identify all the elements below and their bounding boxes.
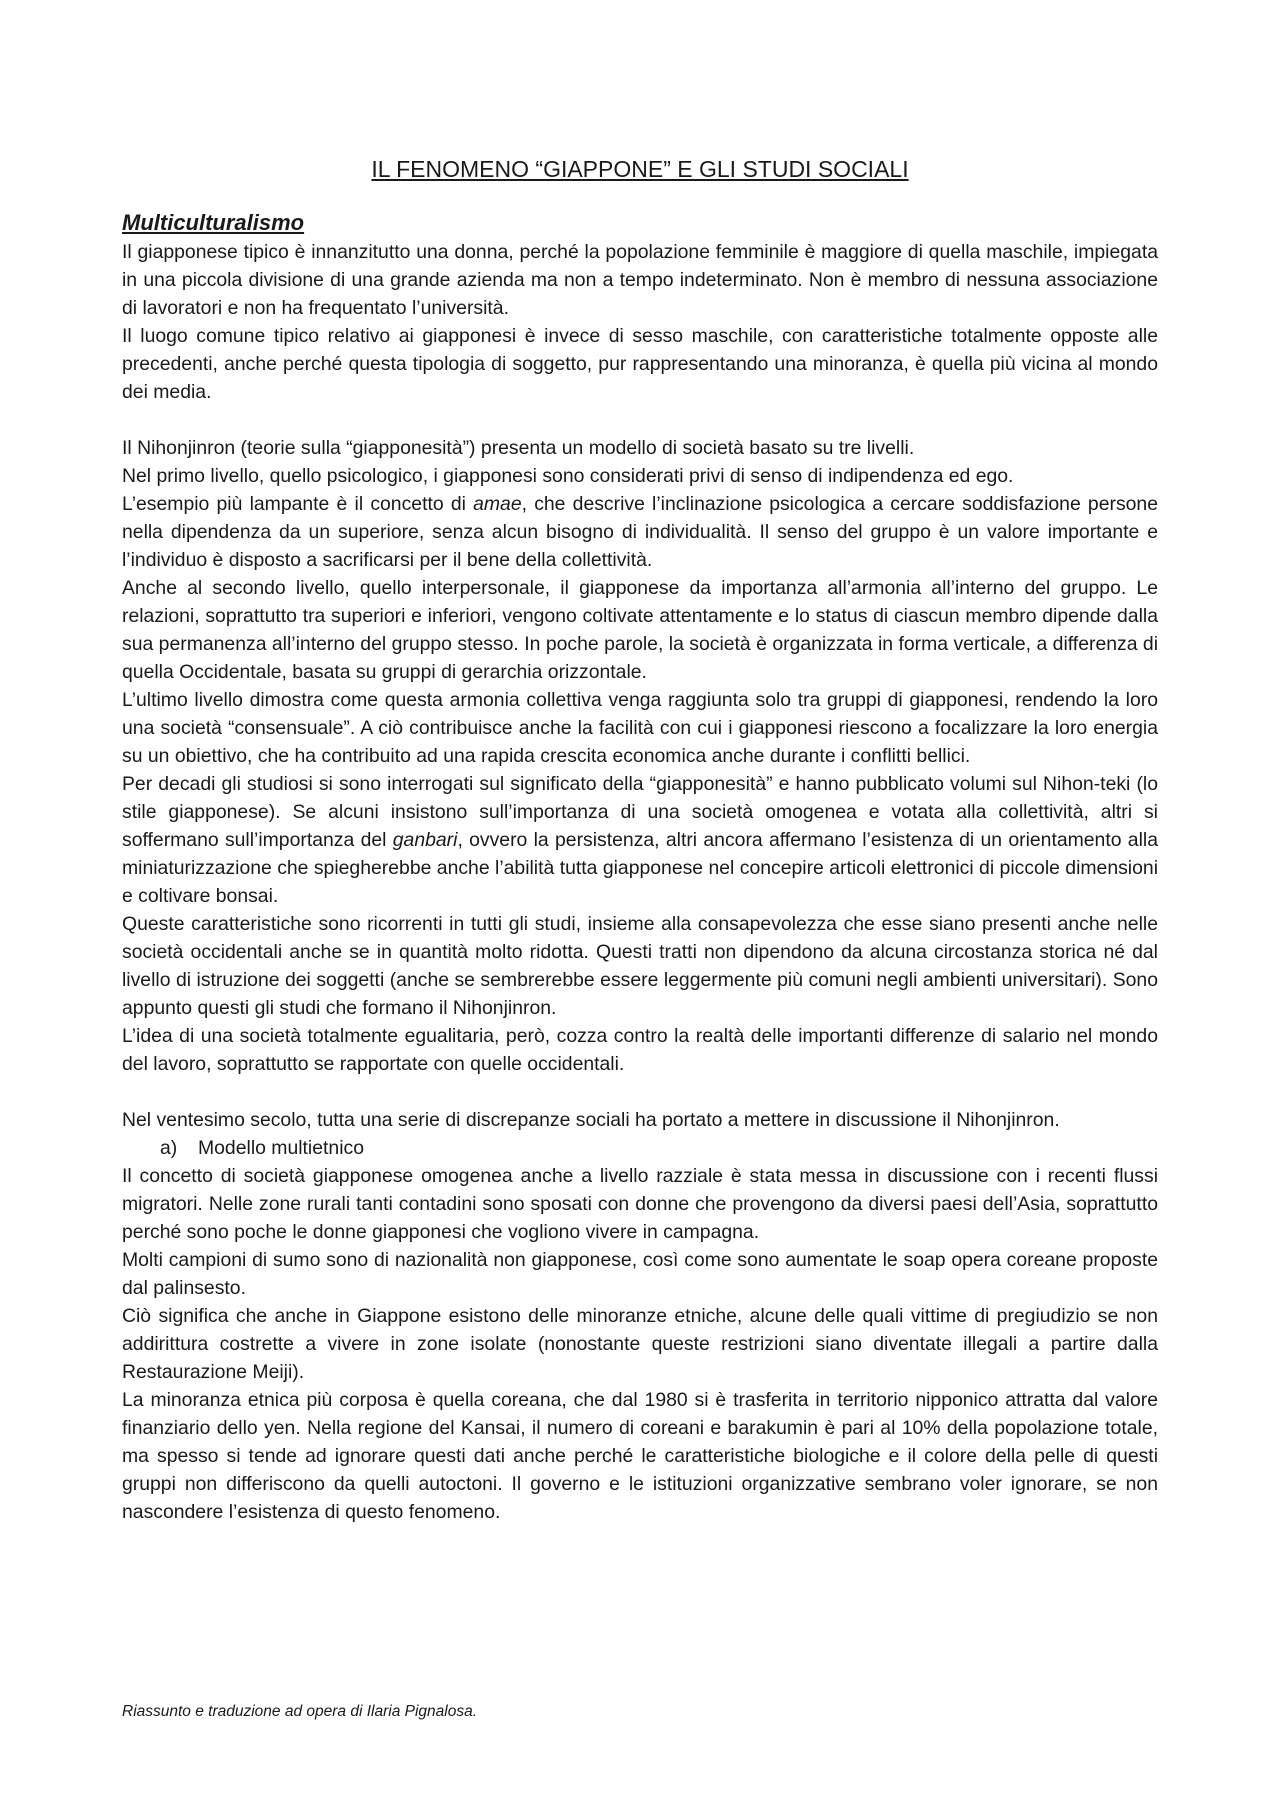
italic-term-amae: amae [473, 493, 522, 515]
paragraph [122, 490, 1158, 574]
paragraph: Nel primo livello, quello psicologico, i giapponesi sono considerati privi di senso di indipendenza ed ego. [122, 465, 1014, 487]
text-run: Per decadi gli studiosi si sono interrogati sul significato della “giapponesità” e hanno pubblicato volumi sul Nihon-teki (lo stile giapponese). Se alcuni insistono sull’importanza di una società omogenea e votata alla collettività, altri si soffermano sull’importanza del [122, 773, 1158, 851]
paragraph: Il luogo comune tipico relativo ai giapponesi è invece di sesso maschile, con caratteristiche totalmente opposte alle precedenti, anche perché questa tipologia di soggetto, pur rappresentando una minoranza, è quella più vicina al mondo dei media. [122, 325, 1158, 403]
document-title: IL FENOMENO “GIAPPONE” E GLI STUDI SOCIALI [371, 156, 909, 182]
paragraph: Il giapponese tipico è innanzitutto una donna, perché la popolazione femminile è maggiore di quella maschile, impiegata in una piccola divisione di una grande azienda ma non a tempo indeterminato. Non è membro di nessuna associazione di lavoratori e non ha frequentato l’università. [122, 241, 1158, 319]
paragraph: L’ultimo livello dimostra come questa armonia collettiva venga raggiunta solo tra gruppi di giapponesi, rendendo la loro una società “consensuale”. A ciò contribuisce anche la facilità con cui i giapponesi riescono a focalizzare la loro energia su un obiettivo, che ha contribuito ad una rapida crescita economica anche durante i conflitti bellici. [122, 689, 1158, 767]
section-heading: Multiculturalismo [122, 210, 305, 235]
list-item-label: Modello multietnico [198, 1137, 364, 1159]
text-run: L’esempio più lampante è il concetto di [122, 493, 474, 515]
paragraph: Il Nihonjinron (teorie sulla “giapponesità”) presenta un modello di società basato su tre livelli. [122, 437, 915, 459]
text-run: , ovvero la persistenza, altri ancora affermano l’esistenza di un orientamento alla miniaturizzazione che spiegherebbe anche l’abilità tutta giapponese nel concepire articoli elettronici di piccole dimensioni e coltivare bonsai. [122, 829, 1158, 907]
paragraph: Nel ventesimo secolo, tutta una serie di discrepanze sociali ha portato a mettere in discussione il Nihonjinron. [122, 1109, 1060, 1131]
paragraph-gap [122, 406, 1158, 434]
paragraph: Molti campioni di sumo sono di nazionalità non giapponese, così come sono aumentate le soap opera coreane proposte dal palinsesto. [122, 1249, 1158, 1299]
text-run: , che descrive l’inclinazione psicologica a cercare soddisfazione persone nella dipendenza da un superiore, senza alcun bisogno di individualità. Il senso del gruppo è un valore importante e l’individuo è disposto a sacrificarsi per il bene della collettività. [122, 493, 1158, 571]
paragraph: L’idea di una società totalmente egualitaria, però, cozza contro la realtà delle importanti differenze di salario nel mondo del lavoro, soprattutto se rapportate con quelle occidentali. [122, 1025, 1158, 1075]
paragraph [122, 770, 1158, 910]
paragraph: Queste caratteristiche sono ricorrenti in tutti gli studi, insieme alla consapevolezza che esse siano presenti anche nelle società occidentali anche se in quantità molto ridotta. Questi tratti non dipendono da alcuna circostanza storica né dal livello di istruzione dei soggetti (anche se sembrerebbe essere leggermente più comuni negli ambienti universitari). Sono appunto questi gli studi che formano il Nihonjinron. [122, 913, 1158, 1019]
list-marker: a) [160, 1137, 178, 1159]
document-body [122, 152, 1158, 1526]
paragraph: Anche al secondo livello, quello interpersonale, il giapponese da importanza all’armonia all’interno del gruppo. Le relazioni, soprattutto tra superiori e inferiori, vengono coltivate attentamente e lo status di ciascun membro dipende dalla sua permanenza all’interno del gruppo stesso. In poche parole, la società è organizzata in forma verticale, a differenza di quella Occidentale, basata su gruppi di gerarchia orizzontale. [122, 577, 1158, 683]
paragraph: Il concetto di società giapponese omogenea anche a livello razziale è stata messa in discussione con i recenti flussi migratori. Nelle zone rurali tanti contadini sono sposati con donne che provengono da diversi paesi dell’Asia, soprattutto perché sono poche le donne giapponesi che vogliono vivere in campagna. [122, 1165, 1158, 1243]
paragraph: Ciò significa che anche in Giappone esistono delle minoranze etniche, alcune delle quali vittime di pregiudizio se non addirittura costrette a vivere in zone isolate (nonostante queste restrizioni siano diventate illegali a partire dalla Restaurazione Meiji). [122, 1305, 1158, 1383]
list-item-multiethnic-model [160, 1134, 1158, 1162]
paragraph: La minoranza etnica più corposa è quella coreana, che dal 1980 si è trasferita in territorio nipponico attratta dal valore finanziario dello yen. Nella regione del Kansai, il numero di coreani e barakumin è pari al 10% della popolazione totale, ma spesso si tende ad ignorare questi dati anche perché le caratteristiche biologiche e il colore della pelle di questi gruppi non differiscono da quelli autoctoni. Il governo e le istituzioni organizzative sembrano voler ignorare, se non nascondere l’esistenza di questo fenomeno. [122, 1389, 1158, 1523]
paragraph-gap [122, 1078, 1158, 1106]
footer-credit: Riassunto e traduzione ad opera di Ilaria Pignalosa. [122, 1703, 478, 1720]
italic-term-ganbari: ganbari [392, 829, 458, 851]
